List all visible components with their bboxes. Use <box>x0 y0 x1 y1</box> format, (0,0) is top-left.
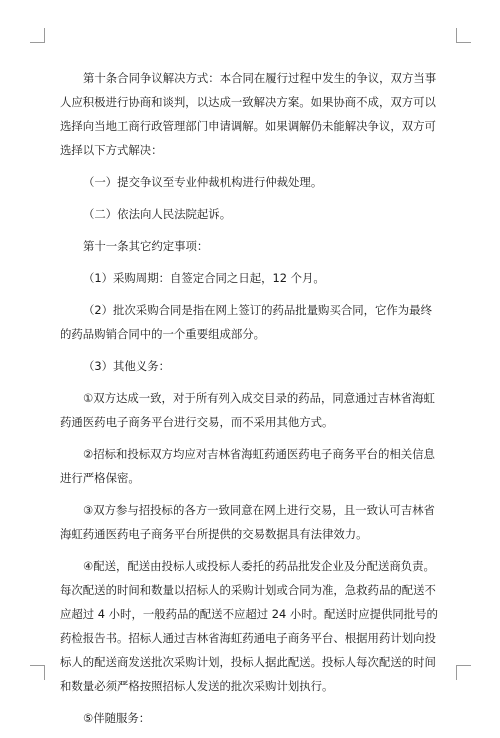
crop-mark-top-right <box>456 28 471 43</box>
dispute-option-arbitration: （一）提交争议至专业仲裁机构进行仲裁处理。 <box>83 175 323 189</box>
crop-mark-top-left <box>30 28 45 43</box>
clause-procurement-period: （1）采购周期：自签定合同之日起，12 个月。 <box>83 271 325 285</box>
obligation-5-accompanying-service: ⑤伴随服务： <box>83 711 151 725</box>
clause-batch-contract: （2）批次采购合同是指在网上签订的药品批量购买合同，它作为最终的药品购销合同中的一个重要组成部分。 <box>60 303 432 341</box>
obligation-4-delivery: ④配送，配送由投标人或投标人委托的药品批发企业及分配送商负责。每次配送的时间和数量以招标人的采购计划或合同为准，急救药品的配送不应超过 4 小时，一般药品的配送不应超过 24 小时。配送时应提供同批号的药检报告书。招标人通过吉林省海虹药通电子商务平台、根据用药计划向投标人的配送商发送批次采购计划，投标人据此配送。投标人每次配送的时间和数量必须严格按照招标人发送的批次采购计划执行。 <box>60 559 438 693</box>
obligation-1-platform-trading: ①双方达成一致，对于所有列入成交目录的药品，同意通过吉林省海虹药通医药电子商务平台进行交易，而不采用其他方式。 <box>60 391 435 429</box>
obligation-2-confidentiality: ②招标和投标双方均应对吉林省海虹药通医药电子商务平台的相关信息进行严格保密。 <box>60 447 435 485</box>
clause-other-obligations: （3）其他义务： <box>83 359 170 373</box>
obligation-3-legal-validity: ③双方参与招投标的各方一致同意在网上进行交易，且一致认可吉林省海虹药通医药电子商务平台所提供的交易数据具有法律效力。 <box>60 503 435 541</box>
crop-mark-bottom-left <box>30 665 45 680</box>
dispute-option-lawsuit: （二）依法向人民法院起诉。 <box>83 207 232 221</box>
article-10-dispute-resolution: 第十条合同争议解决方式：本合同在履行过程中发生的争议，双方当事人应积极进行协商和谈判，以达成一致解决方案。如果协商不成，双方可以选择向当地工商行政管理部门申请调解。如果调解仍未能解决争议，双方可选择以下方式解决： <box>60 71 437 157</box>
article-11-heading: 第十一条其它约定事项： <box>83 239 209 253</box>
crop-mark-bottom-right <box>456 665 471 680</box>
document-body <box>60 66 440 738</box>
